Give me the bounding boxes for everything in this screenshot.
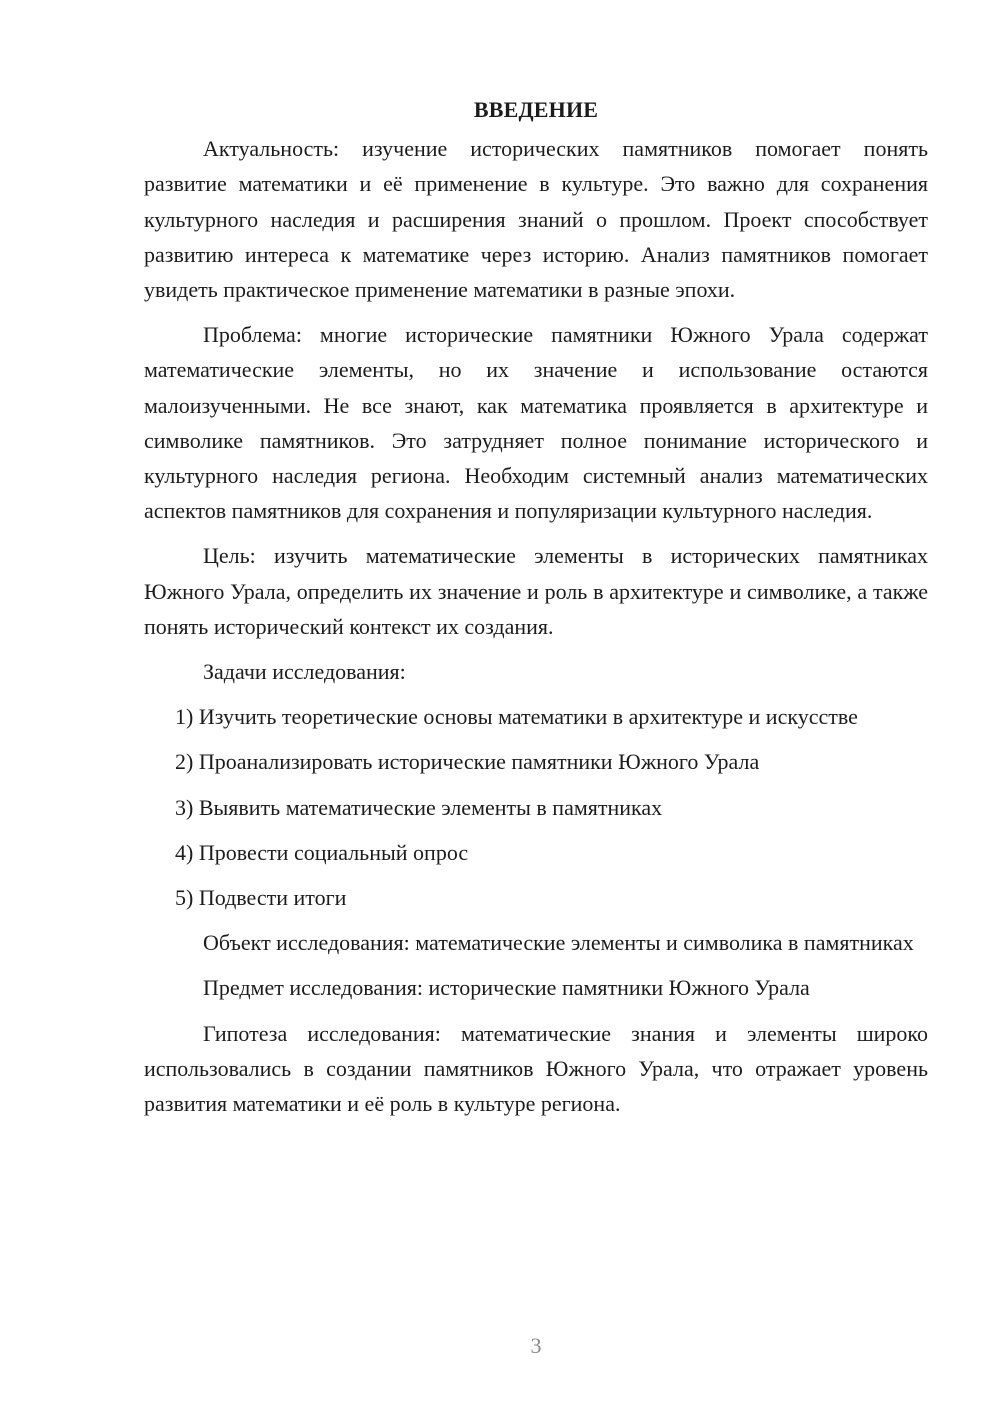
goal-paragraph: Цель: изучить математические элементы в исторических памятниках Южного Урала, определить их значение и роль в архитектуре и символике, а также понять исторический контекст их создания. <box>144 543 928 639</box>
subject-paragraph: Предмет исследования: исторические памятники Южного Урала <box>203 975 810 1001</box>
section-title: ВВЕДЕНИЕ <box>473 97 599 122</box>
list-item: 4) Провести социальный опрос <box>175 839 469 865</box>
hypothesis-paragraph: Гипотеза исследования: математические знания и элементы широко использовались в создании памятников Южного Урала, что отражает уровень развития математики и её роль в культуре региона. <box>144 1020 928 1117</box>
list-item: 5) Подвести итоги <box>175 885 347 911</box>
list-item: 3) Выявить математические элементы в памятниках <box>175 794 663 820</box>
relevance-paragraph: Актуальность: изучение исторических памятников помогает понять развитие математики и её применение в культуре. Это важно для сохранения культурного наследия и расширения знаний о прошлом. Проект способствует развитию интереса к математике через историю. Анализ памятников помогает увидеть практическое применение математики в разные эпохи. <box>144 136 928 303</box>
page-number: 3 <box>530 1333 542 1358</box>
object-paragraph: Объект исследования: математические элементы и символика в памятниках <box>203 930 914 956</box>
tasks-heading: Задачи исследования: <box>203 659 406 685</box>
list-item: 2) Проанализировать исторические памятники Южного Урала <box>175 749 760 775</box>
document-page <box>144 92 928 1131</box>
tasks-list <box>144 699 928 915</box>
list-item: 1) Изучить теоретические основы математики в архитектуре и искусстве <box>175 704 858 730</box>
problem-paragraph: Проблема: многие исторические памятники Южного Урала содержат математические элементы, но их значение и использование остаются малоизученными. Не все знают, как математика проявляется в архитектуре и символике памятников. Это затрудняет полное понимание исторического и культурного наследия региона. Необходим системный анализ математических аспектов памятников для сохранения и популяризации культурного наследия. <box>144 322 928 524</box>
